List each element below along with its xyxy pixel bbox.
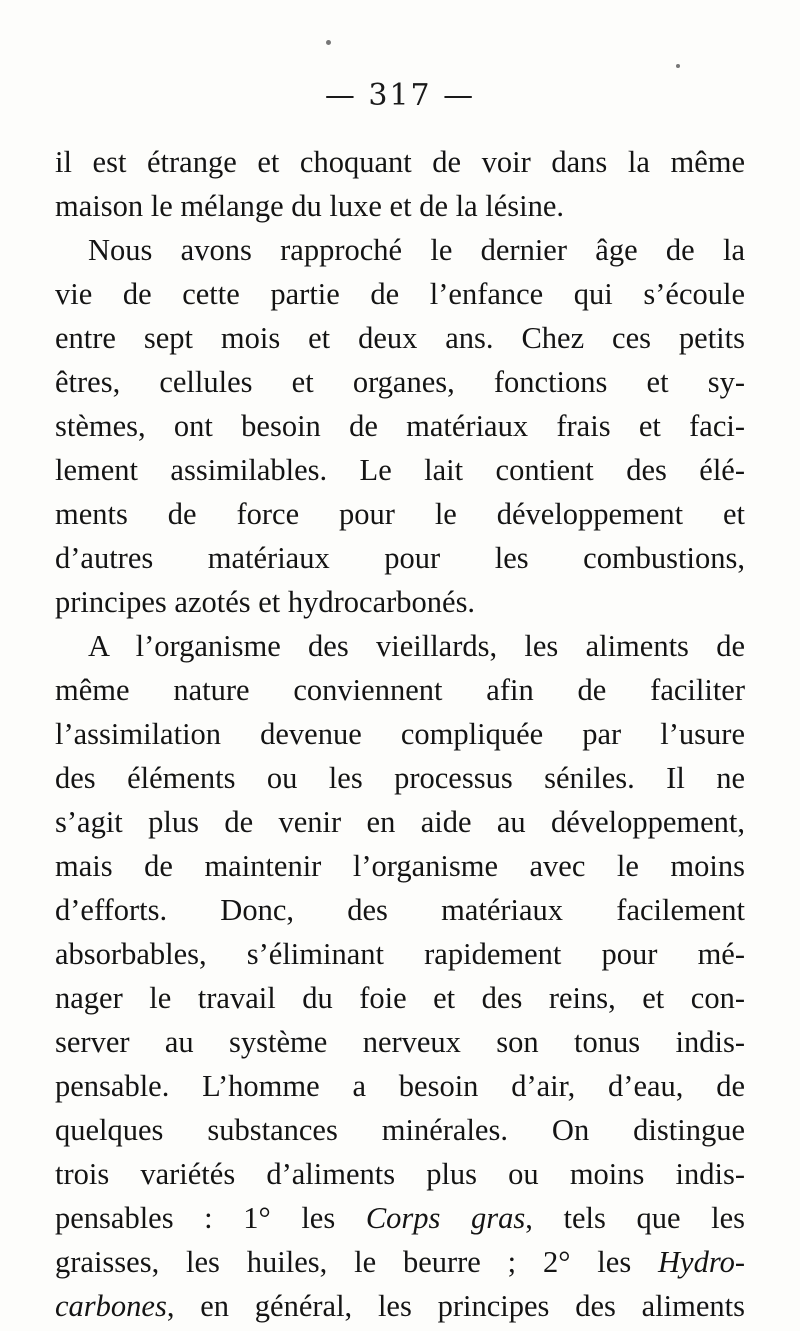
italic-term: Corps gras [365, 1201, 526, 1235]
body-text [55, 140, 745, 1328]
text-line [55, 1196, 745, 1240]
text-line: nager le travail du foie et des reins, et con- [55, 981, 745, 1015]
text-line: des éléments ou les processus séniles. Il ne [55, 761, 745, 795]
ink-speck [326, 40, 331, 45]
text-line: il est étrange et choquant de voir dans la même [55, 145, 745, 179]
text-line: êtres, cellules et organes, fonctions et sy- [55, 365, 745, 399]
text-line: Nous avons rapproché le dernier âge de la [88, 233, 745, 267]
italic-term: carbones [55, 1289, 167, 1323]
text-line: pensable. L’homme a besoin d’air, d’eau, de [55, 1069, 745, 1103]
text-run: pensables : 1° les [55, 1201, 366, 1235]
text-line [55, 1284, 745, 1328]
text-line: trois variétés d’aliments plus ou moins indis- [55, 1157, 745, 1191]
text-line: quelques substances minérales. On distingue [55, 1113, 745, 1147]
text-line: l’assimilation devenue compliquée par l’usure [55, 717, 745, 751]
text-line: vie de cette partie de l’enfance qui s’écoule [55, 277, 745, 311]
text-line: server au système nerveux son tonus indis- [55, 1025, 745, 1059]
text-line: maison le mélange du luxe et de la lésine. [55, 189, 565, 223]
text-line: mais de maintenir l’organisme avec le moins [55, 849, 745, 883]
text-line: A l’organisme des vieillards, les aliments de [88, 629, 745, 663]
text-line: stèmes, ont besoin de matériaux frais et faci- [55, 409, 745, 443]
text-line: même nature conviennent afin de faciliter [55, 673, 745, 707]
text-line: lement assimilables. Le lait contient des élé- [55, 453, 745, 487]
text-line: entre sept mois et deux ans. Chez ces petits [55, 321, 745, 355]
text-line: absorbables, s’éliminant rapidement pour mé- [55, 937, 745, 971]
text-line: d’autres matériaux pour les combustions, [55, 541, 745, 575]
text-line: ments de force pour le développement et [55, 497, 745, 531]
text-run: graisses, les huiles, le beurre ; 2° les [55, 1245, 659, 1279]
text-line: d’efforts. Donc, des matériaux facilement [55, 893, 745, 927]
text-line: principes azotés et hydrocarbonés. [55, 585, 476, 619]
italic-term: Hydro- [658, 1245, 745, 1279]
text-line [55, 1240, 745, 1284]
text-line: s’agit plus de venir en aide au développement, [55, 805, 745, 839]
text-run: , en général, les principes des aliments [166, 1289, 745, 1323]
page-number: — 317 — [324, 78, 476, 113]
text-run: , tels que les [525, 1201, 745, 1235]
ink-speck [676, 64, 680, 68]
